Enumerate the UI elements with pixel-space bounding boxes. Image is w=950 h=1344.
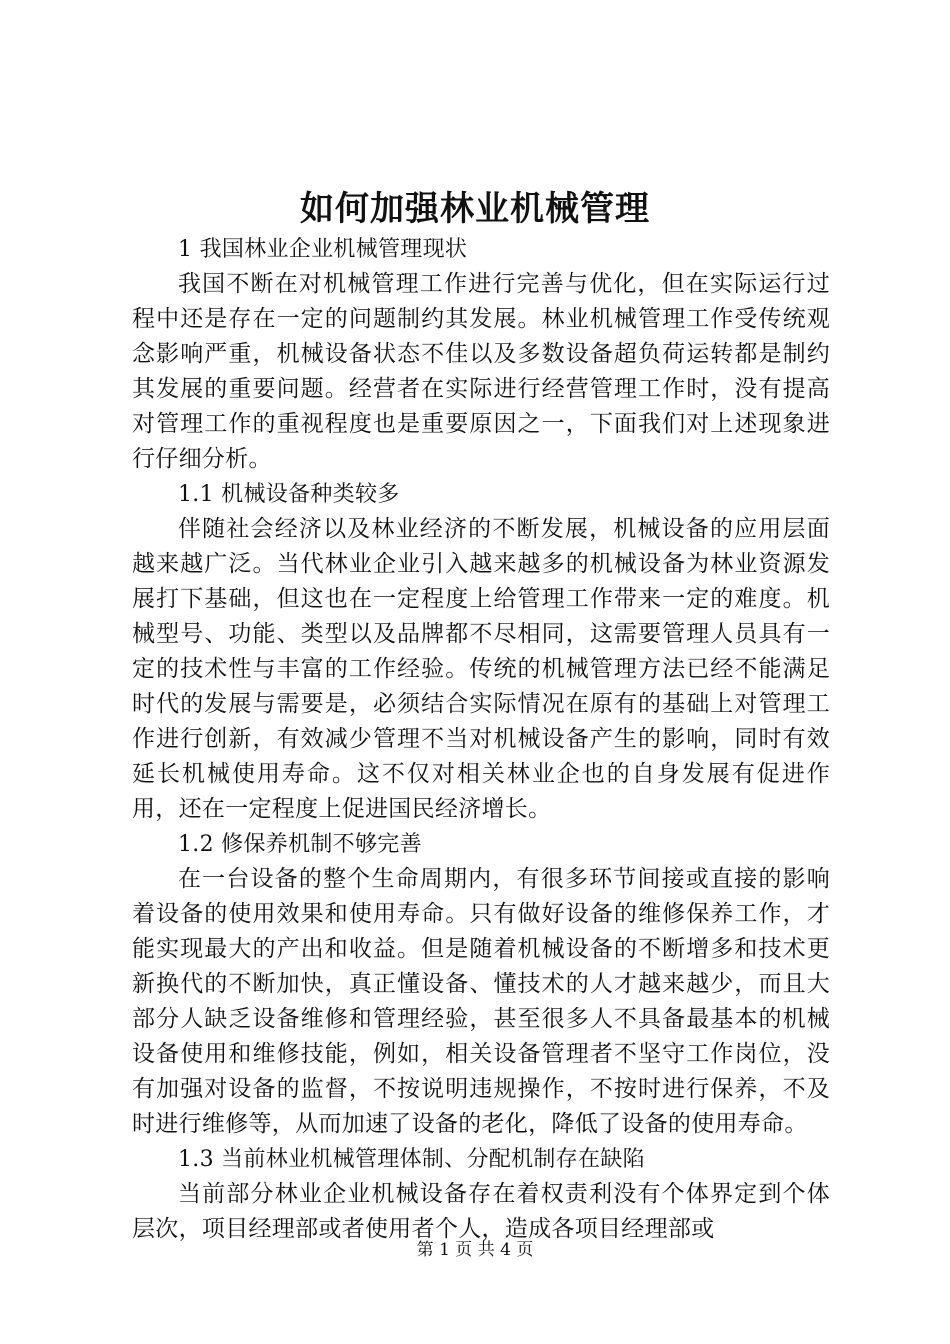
section-heading: 1.1 机械设备种类较多 xyxy=(178,482,400,507)
page-number-footer: 第 1 页 共 4 页 xyxy=(416,1240,534,1260)
body-paragraph: 在一台设备的整个生命周期内，有很多环节间接或直接的影响着设备的使用效果和使用寿命。只有做好设备的维修保养工作，才能实现最大的产出和收益。但是随着机械设备的不断增多和技术更新换代的不断加快，真正懂设备、懂技术的人才越来越少，而且大部分人缺乏设备维修和管理经验，甚至很多人不具备最基本的机械设备使用和维修技能，例如，相关设备管理者不坚守工作岗位，没有加强对设备的监督，不按说明违规操作，不按时进行保养，不及时进行维修等，从而加速了设备的老化，降低了设备的使用寿命。 xyxy=(132,866,830,1137)
document-body xyxy=(132,232,830,1247)
body-paragraph: 伴随社会经济以及林业经济的不断发展，机械设备的应用层面越来越广泛。当代林业企业引入越来越多的机械设备为林业资源发展打下基础，但这也在一定程度上给管理工作带来一定的难度。机械型号、功能、类型以及品牌都不尽相同，这需要管理人员具有一定的技术性与丰富的工作经验。传统的机械管理方法已经不能满足时代的发展与需要是，必须结合实际情况在原有的基础上对管理工作进行创新，有效减少管理不当对机械设备产生的影响，同时有效延长机械使用寿命。这不仅对相关林业企也的自身发展有促进作用，还在一定程度上促进国民经济增长。 xyxy=(132,516,830,822)
body-paragraph: 当前部分林业企业机械设备存在着权责利没有个体界定到个体层次，项目经理部或者使用者个人，造成各项目经理部或 xyxy=(132,1181,830,1242)
document-title: 如何加强林业机械管理 xyxy=(300,189,650,229)
body-paragraph: 我国不断在对机械管理工作进行完善与优化，但在实际运行过程中还是存在一定的问题制约其发展。林业机械管理工作受传统观念影响严重，机械设备状态不佳以及多数设备超负荷运转都是制约其发展的重要问题。经营者在实际进行经营管理工作时，没有提高对管理工作的重视程度也是重要原因之一，下面我们对上述现象进行仔细分析。 xyxy=(132,271,830,472)
section-heading: 1.3 当前林业机械管理体制、分配机制存在缺陷 xyxy=(178,1147,645,1172)
section-heading: 1 我国林业企业机械管理现状 xyxy=(178,237,468,262)
section-heading: 1.2 修保养机制不够完善 xyxy=(178,832,422,857)
